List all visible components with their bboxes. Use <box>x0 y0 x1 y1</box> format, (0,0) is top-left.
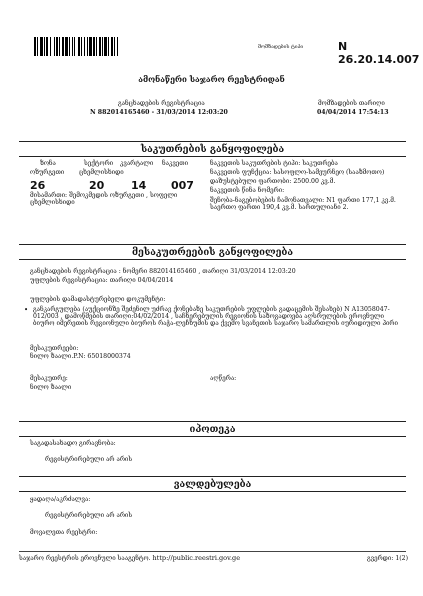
barcode-bar <box>50 37 51 56</box>
mortgage-section-title: იპოთეკა <box>189 423 236 435</box>
owner-label: მესაკუთრე: <box>30 375 68 382</box>
barcode <box>34 37 162 56</box>
prep-date-value: 04/04/2014 17:54:13 <box>317 109 389 116</box>
application-label: განცხადების რეგისტრაცია <box>118 100 205 107</box>
barcode-bar <box>111 37 113 56</box>
barcode-bar <box>72 37 73 56</box>
building-description: შენობა-ნაგებობების ჩამონათვალი: N1 ფართი 177,1 კვ.მ. საერთო ფართი 190,4 კვ.მ. სართულიანი 2. <box>210 197 396 212</box>
barcode-bar <box>87 37 88 56</box>
debt-section-header <box>19 476 406 492</box>
barcode-bar <box>34 37 36 56</box>
barcode-bar <box>65 37 68 56</box>
debt-section-title: ვალდებულება <box>173 478 252 490</box>
barcode-bar <box>62 37 64 56</box>
zone-value: 26 <box>30 179 46 192</box>
document-number: N 26.20.14.007 <box>338 40 420 66</box>
parcel-area: დაზუსტებული ფართობი: 2500.00 კვ.მ. <box>210 178 336 185</box>
basis-text: განკარგულება (აუქციონზე შეძენილ უძრავ ქონებაზე საკუთრების უფლების გადაცემის შესახებ) N A13058047-012/003 , დამოწმების თარიღი:04/02/2014 , საჩხერებულის რეგიონის საზოგადოება აღსრულების ეროვნული ბიურო იმერეთის რეგიონული ბიუროს რაჭა-ლეჩხუმის და ქვემო სვანეთის საჯარო სამართლის იურიდიული პირი <box>33 306 398 328</box>
sector-value: 20 <box>89 179 105 192</box>
bullet-icon: • <box>24 306 29 314</box>
footer-url[interactable]: http://public.reestri.gov.ge <box>152 554 241 562</box>
parcel-purpose: ნაკვეთის ფუნქცია: სასოფლო-სამეურნეო (სააზმოთო) <box>210 169 385 176</box>
tax-lien-value: რეგისტრირებული არ არის <box>45 456 133 463</box>
barcode-bar <box>84 37 85 56</box>
footer-divider <box>19 551 406 552</box>
page-number: გვერდი: 1(2) <box>367 555 409 562</box>
owners-value: ნილო ზაალი.P.N: 65018000374 <box>30 353 131 360</box>
seizure-value: რეგისტრირებული არ არის <box>45 512 133 519</box>
property-section-header <box>19 141 406 157</box>
basis-label: უფლების დამადასტურებელი დოკუმენტი: <box>30 296 166 303</box>
col-zone: ზონა <box>40 160 56 167</box>
owner-decision-line: უფლების რეგისტრაცია: თარიღი 04/04/2014 <box>30 277 174 284</box>
parcel-value: 007 <box>171 179 194 192</box>
sub-sector: ცხემლისხიდი <box>79 169 124 176</box>
barcode-bar <box>37 37 38 56</box>
barcode-bar <box>99 37 101 56</box>
barcode-bar <box>59 37 60 56</box>
owner-section-header <box>19 244 406 260</box>
barcode-bar <box>69 37 70 56</box>
col-quarter: კვარტალი <box>120 160 154 167</box>
col-parcel: ნაკვეთი <box>162 160 189 167</box>
owner-application-line: განცხადების რეგისტრაცია : ნომერი 882014165460 , თარიღი 31/03/2014 12:03:20 <box>30 268 296 275</box>
barcode-bar <box>93 37 95 56</box>
footer-agency <box>19 555 240 562</box>
barcode-bar <box>56 37 58 56</box>
seizure-label: ყადაღა/აკრძალვა: <box>30 496 91 503</box>
prep-date-label: მომზადების თარიღი <box>318 100 385 107</box>
barcode-bar <box>96 37 97 56</box>
owner-value: ნილო ზაალი <box>30 384 72 391</box>
debtors-registry-label: მოვალეთა რეესტრი: <box>30 529 98 536</box>
application-value: N 882014165460 - 31/03/2014 12:03:20 <box>90 109 228 116</box>
property-address: მისამართი: შემოკმედის ოზურგეთი , სოფელი ცხემლისხიდი <box>30 192 178 207</box>
owners-label: მესაკუთრეები: <box>30 345 79 352</box>
barcode-bar <box>74 37 75 56</box>
barcode-bar <box>114 37 115 56</box>
barcode-bar <box>46 37 48 56</box>
barcode-bar <box>104 37 107 56</box>
barcode-bar <box>102 37 103 56</box>
agency-title: ამონაწერი საჯარო რეესტრიდან <box>138 74 285 84</box>
barcode-bar <box>78 37 80 56</box>
barcode-bar <box>108 37 109 56</box>
barcode-bar <box>40 37 43 56</box>
barcode-bar <box>54 37 55 56</box>
owner-section-title: მესაკუთრეების განყოფილება <box>131 246 294 258</box>
footer-agency-name: საჯარო რეესტრის ეროვნული სააგენტო. <box>19 555 151 562</box>
mortgage-section-header <box>19 421 406 437</box>
sub-zone: ოზურგეთი <box>30 169 65 176</box>
ownership-type: ნაკვეთის საკუთრების ტიპი: საკუთრება <box>210 160 338 167</box>
barcode-bar <box>44 37 45 56</box>
barcode-bar <box>81 37 82 56</box>
tax-lien-label: საგადასახადო გირავნობა: <box>30 440 116 447</box>
barcode-bar <box>117 37 118 56</box>
property-section-title: საკუთრების განყოფილება <box>140 143 285 155</box>
col-sector: სექტორი <box>84 160 114 167</box>
previous-number: ნაკვეთის წინა ნომერი: <box>210 187 285 194</box>
barcode-bar <box>89 37 92 56</box>
quarter-value: 14 <box>131 179 147 192</box>
ref-label: მომზადების ტიპი <box>258 44 304 50</box>
description-label: აღწერა: <box>210 375 237 382</box>
